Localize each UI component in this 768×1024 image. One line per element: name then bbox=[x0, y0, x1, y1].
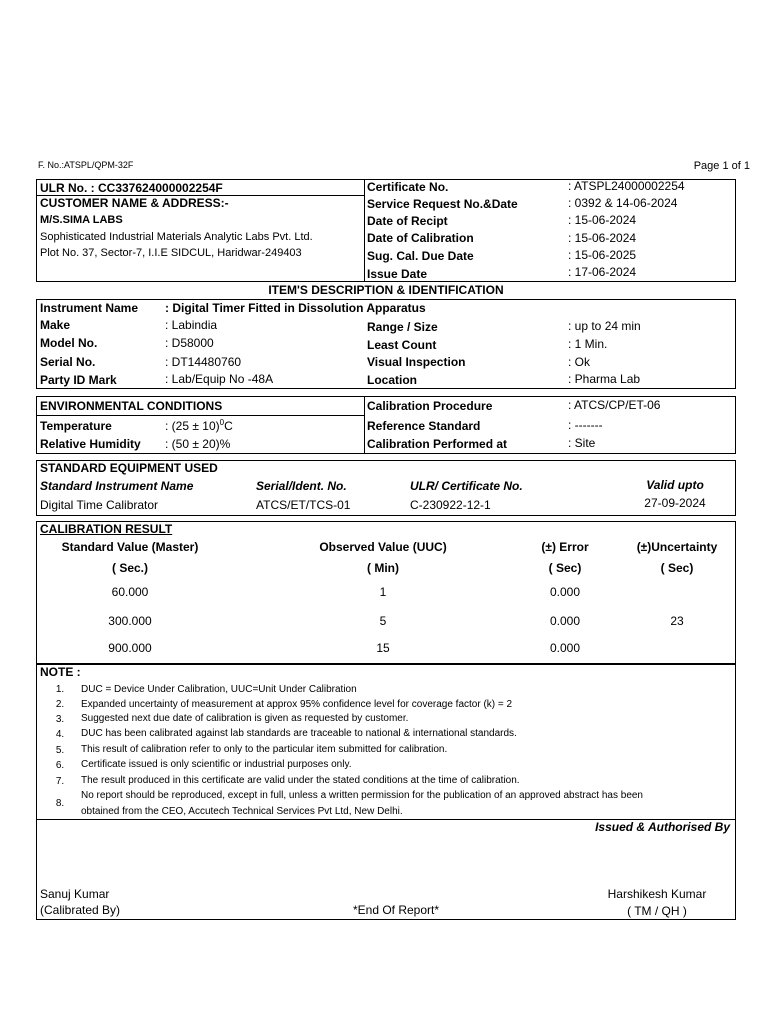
service-request-label: Service Request No.&Date bbox=[367, 197, 518, 211]
table-row-observed: 1 bbox=[379, 585, 387, 599]
serial-label: Serial No. bbox=[40, 355, 96, 369]
customer-name: M/S.SIMA LABS bbox=[40, 214, 123, 226]
due-date-label: Sug. Cal. Due Date bbox=[367, 249, 474, 263]
note-number: 5. bbox=[55, 745, 65, 756]
environment-title: ENVIRONMENTAL CONDITIONS bbox=[40, 399, 223, 413]
table-row-observed: 5 bbox=[379, 614, 387, 628]
reference-standard-value: : ------- bbox=[568, 418, 603, 432]
note-text: DUC has been calibrated against lab standards are traceable to national & international standards. bbox=[81, 728, 517, 739]
range-value: : up to 24 min bbox=[568, 319, 641, 333]
party-id-value: : Lab/Equip No -48A bbox=[165, 372, 274, 386]
page-number: Page 1 of 1 bbox=[693, 160, 750, 172]
calibration-result-title: CALIBRATION RESULT bbox=[40, 522, 173, 536]
result-unit-error: ( Sec) bbox=[548, 561, 582, 575]
party-id-label: Party ID Mark bbox=[40, 373, 117, 387]
least-count-value: : 1 Min. bbox=[568, 337, 608, 351]
note-number: 4. bbox=[55, 729, 65, 740]
result-unit-observed: ( Min) bbox=[367, 561, 399, 575]
date-of-calibration-value: : 15-06-2024 bbox=[568, 231, 637, 245]
instrument-name-label: Instrument Name bbox=[40, 301, 139, 315]
model-label: Model No. bbox=[40, 336, 98, 350]
note-number: 3. bbox=[55, 714, 65, 725]
reference-standard-label: Reference Standard bbox=[367, 419, 481, 433]
note-text: DUC = Device Under Calibration, UUC=Unit Under Calibration bbox=[81, 684, 357, 695]
certificate-no-label: Certificate No. bbox=[367, 180, 449, 194]
form-number: F. No.:ATSPL/QPM-32F bbox=[38, 160, 134, 170]
make-label: Make bbox=[40, 318, 71, 332]
serial-value: : DT14480760 bbox=[165, 355, 242, 369]
calibration-procedure-label: Calibration Procedure bbox=[367, 399, 493, 413]
note-text: The result produced in this certificate are valid under the stated conditions at the time of calibration. bbox=[81, 775, 520, 786]
ulr-number: ULR No. : CC337624000002254F bbox=[40, 181, 223, 195]
std-header-valid: Valid upto bbox=[646, 478, 704, 492]
std-header-ulr: ULR/ Certificate No. bbox=[410, 479, 523, 493]
least-count-label: Least Count bbox=[367, 338, 437, 352]
issue-date-value: : 17-06-2024 bbox=[568, 265, 637, 279]
notes-title: NOTE : bbox=[40, 665, 81, 679]
certificate-no-value: : ATSPL24000002254 bbox=[568, 179, 685, 193]
table-row-standard: 300.000 bbox=[108, 614, 152, 628]
note-text: No report should be reproduced, except in full, unless a written permission for the publication of an approved abstract has been bbox=[81, 790, 643, 801]
result-header-error: (±) Error bbox=[541, 540, 589, 554]
result-header-uncertainty: (±)Uncertainty bbox=[636, 540, 718, 554]
calibrated-by-name: Sanuj Kumar bbox=[40, 887, 110, 901]
temperature-value: : $(25 \pm 10)^0C$ bbox=[165, 418, 233, 433]
date-of-receipt-value: : 15-06-2024 bbox=[568, 213, 637, 227]
item-section-title: ITEM'S DESCRIPTION & IDENTIFICATION bbox=[268, 283, 504, 297]
note-number: 6. bbox=[55, 760, 65, 771]
note-text: This result of calibration refer to only to the particular item submitted for calibration. bbox=[81, 744, 448, 755]
due-date-value: : 15-06-2025 bbox=[568, 248, 637, 262]
result-header-standard: Standard Value (Master) bbox=[61, 540, 199, 554]
table-row-error: 0.000 bbox=[549, 585, 581, 599]
range-label: Range / Size bbox=[367, 320, 438, 334]
performed-at-value: : Site bbox=[568, 436, 596, 450]
std-header-instrument: Standard Instrument Name bbox=[40, 479, 194, 493]
performed-at-label: Calibration Performed at bbox=[367, 437, 508, 451]
std-valid-upto: 27-09-2024 bbox=[644, 496, 706, 510]
note-number: 2. bbox=[55, 699, 65, 710]
note-number: 1. bbox=[55, 684, 65, 695]
std-serial: ATCS/ET/TCS-01 bbox=[256, 498, 351, 512]
note-text: Certificate issued is only scientific or industrial purposes only. bbox=[81, 759, 352, 770]
note-text: Suggested next due date of calibration is given as requested by customer. bbox=[81, 713, 409, 724]
note-number: 7. bbox=[55, 776, 65, 787]
temperature-label: Temperature bbox=[40, 419, 112, 433]
service-request-value: : 0392 & 14-06-2024 bbox=[568, 196, 678, 210]
authorised-by-role: ( TM / QH ) bbox=[627, 904, 687, 918]
note-text: Expanded uncertainty of measurement at approx 95% confidence level for coverage factor (k) = 2 bbox=[81, 699, 513, 710]
humidity-value: : (50 ± 20)% bbox=[165, 437, 231, 451]
date-of-receipt-label: Date of Recipt bbox=[367, 214, 448, 228]
result-unit-uncertainty: ( Sec) bbox=[660, 561, 694, 575]
table-row-uncertainty: 23 bbox=[670, 614, 684, 628]
calibration-procedure-value: : ATCS/CP/ET-06 bbox=[568, 398, 661, 412]
result-header-observed: Observed Value (UUC) bbox=[319, 540, 447, 554]
location-label: Location bbox=[367, 373, 417, 387]
customer-label: CUSTOMER NAME & ADDRESS:- bbox=[40, 196, 229, 210]
model-value: : D58000 bbox=[165, 336, 214, 350]
table-row-error: 0.000 bbox=[549, 641, 581, 655]
note-text-continued: obtained from the CEO, Accutech Technical Services Pvt Ltd, New Delhi. bbox=[81, 806, 403, 817]
calibrated-by-role: (Calibrated By) bbox=[40, 903, 121, 917]
visual-inspection-label: Visual Inspection bbox=[367, 355, 466, 369]
std-header-serial: Serial/Ident. No. bbox=[256, 479, 347, 493]
location-value: : Pharma Lab bbox=[568, 372, 641, 386]
visual-inspection-value: : Ok bbox=[568, 355, 591, 369]
issued-authorised-label: Issued & Authorised By bbox=[595, 820, 730, 834]
authorised-by-name: Harshikesh Kumar bbox=[607, 887, 707, 901]
table-row-error: 0.000 bbox=[549, 614, 581, 628]
humidity-label: Relative Humidity bbox=[40, 437, 141, 451]
table-row-standard: 60.000 bbox=[111, 585, 149, 599]
table-row-observed: 15 bbox=[376, 641, 390, 655]
customer-address-line2: Plot No. 37, Sector-7, I.I.E SIDCUL, Haridwar-249403 bbox=[40, 247, 302, 259]
std-ulr: C-230922-12-1 bbox=[410, 498, 491, 512]
instrument-name-value: : Digital Timer Fitted in Dissolution Apparatus bbox=[165, 301, 426, 315]
date-of-calibration-label: Date of Calibration bbox=[367, 231, 474, 245]
standard-equipment-title: STANDARD EQUIPMENT USED bbox=[40, 461, 218, 475]
issue-date-label: Issue Date bbox=[367, 267, 428, 281]
make-value: : Labindia bbox=[165, 318, 218, 332]
customer-address-line1: Sophisticated Industrial Materials Analytic Labs Pvt. Ltd. bbox=[40, 231, 313, 243]
end-of-report: *End Of Report* bbox=[352, 903, 440, 917]
table-row-standard: 900.000 bbox=[108, 641, 152, 655]
std-instrument-name: Digital Time Calibrator bbox=[40, 498, 159, 512]
note-number: 8. bbox=[55, 798, 65, 809]
result-unit-standard: ( Sec.) bbox=[111, 561, 148, 575]
